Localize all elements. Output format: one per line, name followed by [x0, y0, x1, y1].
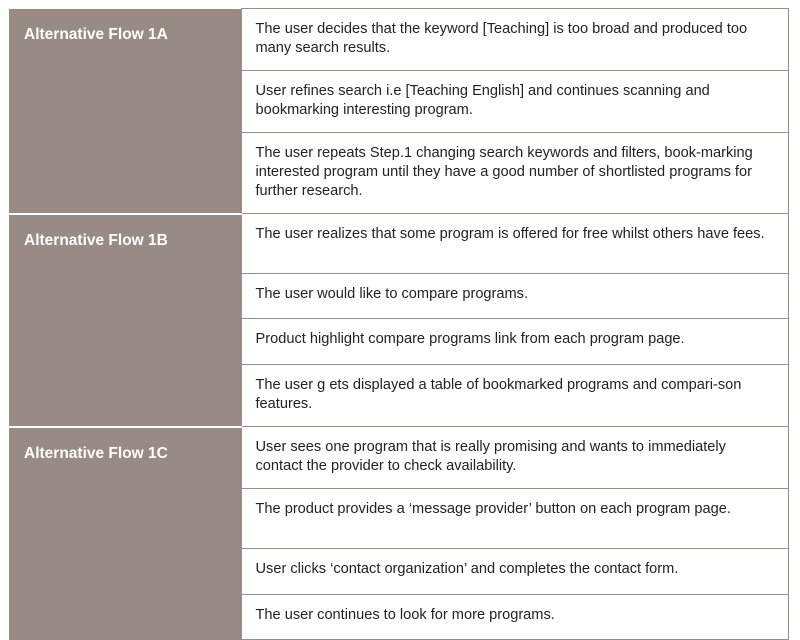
- flow-step: The user would like to compare programs.: [241, 274, 789, 319]
- flow-step: The user repeats Step.1 changing search keywords and filters, book-marking interested program until they have a good number of shortlisted programs for further research.: [241, 133, 789, 214]
- alternative-flows-table: [9, 8, 789, 640]
- flow-label-1b: Alternative Flow 1B: [9, 214, 241, 427]
- flow-step: The user decides that the keyword [Teaching] is too broad and produced too many search results.: [241, 9, 789, 71]
- flow-step: The user realizes that some program is offered for free whilst others have fees.: [241, 214, 789, 274]
- flow-step: The user continues to look for more programs.: [241, 595, 789, 640]
- table-row: [9, 214, 789, 274]
- table-row: [9, 427, 789, 489]
- flow-label-1a: Alternative Flow 1A: [9, 9, 241, 214]
- flow-step: Product highlight compare programs link from each program page.: [241, 319, 789, 365]
- flow-step: The user g ets displayed a table of bookmarked programs and compari-son features.: [241, 365, 789, 427]
- flow-step: The product provides a ‘message provider’ button on each program page.: [241, 489, 789, 549]
- table-row: [9, 9, 789, 71]
- flow-step: User refines search i.e [Teaching English] and continues scanning and bookmarking interesting program.: [241, 71, 789, 133]
- flow-step: User sees one program that is really promising and wants to immediately contact the provider to check availability.: [241, 427, 789, 489]
- flow-label-1c: Alternative Flow 1C: [9, 427, 241, 640]
- flow-step: User clicks ‘contact organization’ and completes the contact form.: [241, 549, 789, 595]
